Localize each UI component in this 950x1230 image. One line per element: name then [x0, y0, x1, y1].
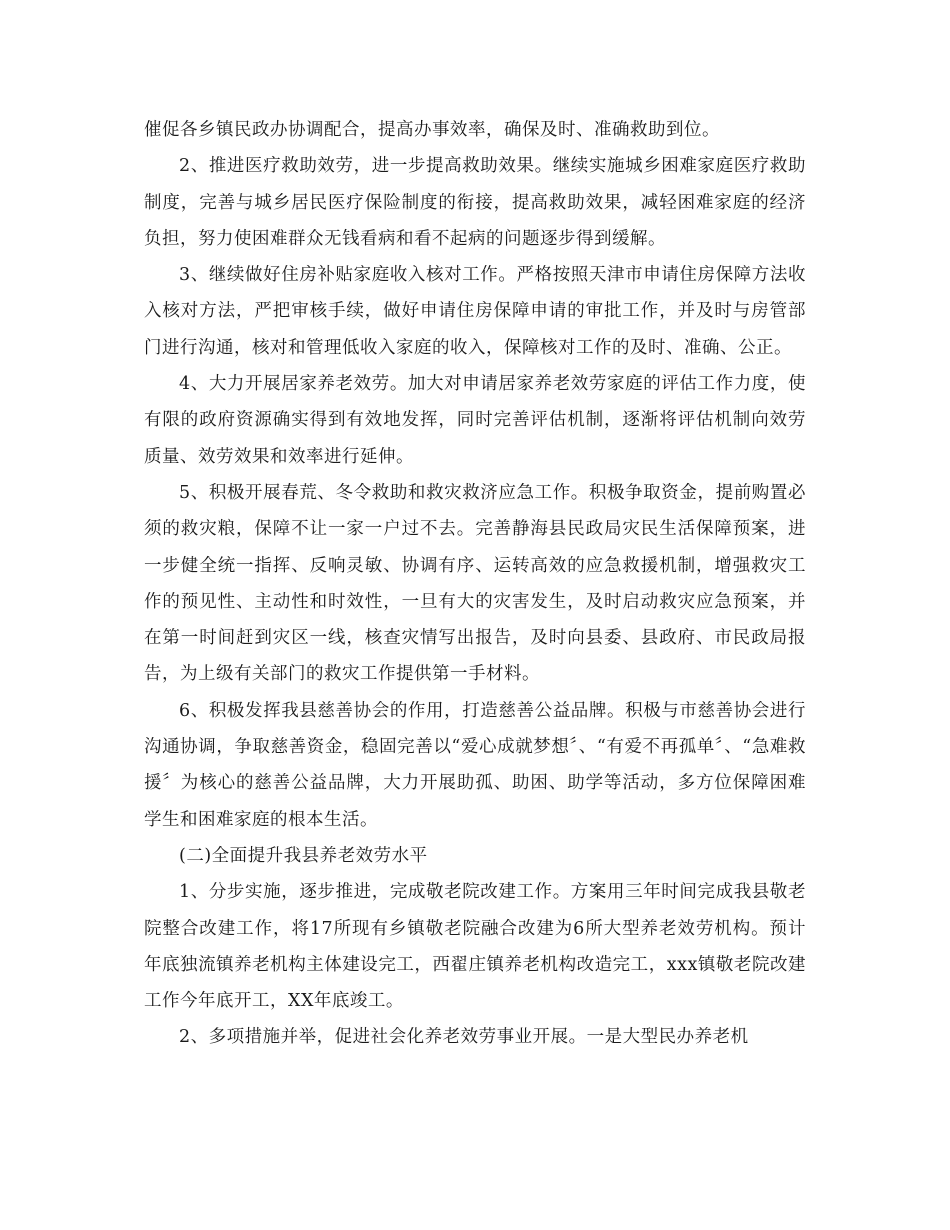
section-heading: (二)全面提升我县养老效劳水平: [179, 845, 428, 866]
paragraph-social-elderly-care: 2、多项措施并举，促进社会化养老效劳事业开展。一是大型民办养老机: [179, 1027, 749, 1048]
paragraph-disaster-relief: 5、积极开展春荒、冬令救助和救灾救济应急工作。积极争取资金，提前购置必须的救灾粮，保障不让一家一户过不去。完善静海县民政局灾民生活保障预案，进一步健全统一指挥、反响灵敏、协调有序、运转高效的应急救援机制，增强救灾工作的预见性、主动性和时效性，一旦有大的灾害发生，及时启动救灾应急预案，并在第一时间赶到灾区一线，核查灾情写出报告，及时向县委、县政府、市民政局报告，为上级有关部门的救灾工作提供第一手材料。: [144, 482, 806, 685]
paragraph-medical-aid: 2、推进医疗救助效劳，进一步提高救助效果。继续实施城乡困难家庭医疗救助制度，完善与城乡居民医疗保险制度的衔接，提高救助效果，减轻困难家庭的经济负担，努力使困难群众无钱看病和看不起病的问题逐步得到缓解。: [144, 156, 806, 249]
document-body: [144, 112, 806, 1056]
paragraph-housing-subsidy: 3、继续做好住房补贴家庭收入核对工作。严格按照天津市申请住房保障方法收入核对方法，严把审核手续，做好申请住房保障申请的审批工作，并及时与房管部门进行沟通，核对和管理低收入家庭的收入，保障核对工作的及时、准确、公正。: [144, 265, 806, 358]
paragraph-continuation: 催促各乡镇民政办协调配合，提高办事效率，确保及时、准确救助到位。: [144, 120, 720, 140]
paragraph-charity-association: 6、积极发挥我县慈善协会的作用，打造慈善公益品牌。积极与市慈善协会进行沟通协调，争取慈善资金，稳固完善以“爱心成就梦想〞、“有爱不再孤单〞、“急难救援〞为核心的慈善公益品牌，大力开展助孤、助困、助学等活动，多方位保障困难学生和困难家庭的根本生活。: [144, 700, 806, 830]
paragraph-home-elderly-care: 4、大力开展居家养老效劳。加大对申请居家养老效劳家庭的评估工作力度，使有限的政府资源确实得到有效地发挥，同时完善评估机制，逐渐将评估机制向效劳质量、效劳效果和效率进行延伸。: [144, 374, 806, 467]
paragraph-nursing-home-rebuild: 1、分步实施，逐步推进，完成敬老院改建工作。方案用三年时间完成我县敬老院整合改建工作，将17所现有乡镇敬老院融合改建为6所大型养老效劳机构。预计年底独流镇养老机构主体建设完工，西翟庄镇养老机构改造完工，xxx镇敬老院改建工作今年底开工，XX年底竣工。: [144, 882, 806, 1012]
